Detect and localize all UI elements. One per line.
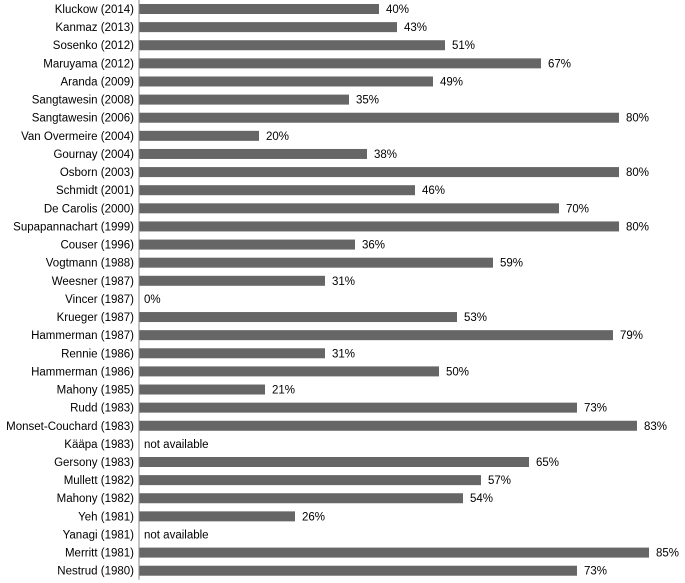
data-label: 51% [452, 40, 476, 53]
category-label: Sangtawesin (2008) [31, 94, 134, 107]
data-label: 70% [566, 203, 590, 216]
data-label: 54% [470, 493, 494, 506]
data-label: 46% [422, 185, 446, 198]
bar [139, 348, 325, 358]
data-label: 57% [488, 475, 512, 488]
bar [139, 221, 619, 231]
data-label: 53% [464, 312, 488, 325]
data-label: 31% [332, 348, 356, 361]
bar [139, 95, 349, 105]
data-label: not available [144, 529, 209, 542]
data-label: 38% [374, 148, 398, 161]
category-label: Krueger (1987) [56, 312, 134, 325]
bar [139, 511, 295, 521]
category-label: Mahony (1985) [56, 384, 134, 397]
data-label: 36% [362, 239, 386, 252]
category-label: Kluckow (2014) [54, 4, 134, 16]
category-label: Aranda (2009) [60, 76, 134, 89]
category-label: Schmidt (2001) [56, 185, 134, 198]
bar [139, 457, 529, 467]
category-label: Van Overmeire (2004) [21, 130, 134, 143]
category-label: Gournay (2004) [53, 148, 134, 161]
category-label: Weesner (1987) [51, 275, 134, 288]
category-label: Rennie (1986) [61, 348, 134, 361]
data-label: 80% [626, 221, 650, 234]
bar [139, 185, 415, 195]
bar [139, 421, 637, 431]
bar [139, 76, 433, 86]
category-label: Hammerman (1986) [31, 366, 134, 379]
category-label: Sosenko (2012) [52, 40, 134, 53]
bar [139, 548, 649, 558]
category-label: Kääpa (1983) [64, 438, 134, 451]
category-label: Yeh (1981) [78, 511, 134, 524]
bar [139, 330, 613, 340]
bar [139, 312, 457, 322]
data-label: 26% [302, 511, 326, 524]
bar [139, 131, 259, 141]
data-label: 80% [626, 112, 650, 125]
data-label: 31% [332, 275, 356, 288]
category-label: Osborn (2003) [59, 167, 134, 180]
data-label: not available [144, 438, 209, 451]
bar [139, 149, 367, 159]
data-label: 21% [272, 384, 296, 397]
category-label: Mullett (1982) [63, 475, 134, 488]
category-label: Gersony (1983) [54, 457, 134, 469]
data-label: 40% [386, 4, 410, 16]
bar [139, 403, 577, 413]
data-label: 49% [440, 76, 464, 89]
bar [139, 475, 481, 485]
category-label: Vincer (1987) [65, 293, 134, 306]
category-label: Rudd (1983) [70, 402, 134, 415]
category-label: Hammerman (1987) [31, 330, 134, 343]
bar [139, 240, 355, 250]
bars [139, 4, 649, 576]
category-label: Vogtmann (1988) [45, 257, 134, 270]
category-label: Monset-Couchard (1983) [6, 420, 134, 433]
bar [139, 40, 445, 50]
bar [139, 385, 265, 395]
bar [139, 4, 379, 14]
category-label: Sangtawesin (2006) [31, 112, 134, 125]
bar [139, 493, 463, 503]
data-label: 67% [548, 58, 572, 71]
bar [139, 276, 325, 286]
data-label: 73% [584, 402, 608, 415]
category-label: Couser (1996) [60, 239, 134, 252]
data-label: 65% [536, 457, 560, 469]
bar [139, 22, 397, 32]
data-label: 73% [584, 565, 608, 578]
category-labels [6, 4, 134, 578]
bar [139, 203, 559, 213]
data-label: 59% [500, 257, 524, 270]
data-label: 85% [656, 547, 680, 560]
data-label: 43% [404, 22, 428, 35]
bar [139, 113, 619, 123]
data-label: 80% [626, 167, 650, 180]
category-label: Mahony (1982) [56, 493, 134, 506]
bar [139, 167, 619, 177]
category-label: Merritt (1981) [64, 547, 134, 560]
bar [139, 258, 493, 268]
category-label: Nestrud (1980) [57, 565, 134, 578]
value-labels [144, 4, 679, 578]
data-label: 83% [644, 420, 668, 433]
data-label: 79% [620, 330, 644, 343]
category-label: Supapannachart (1999) [13, 221, 134, 234]
data-label: 20% [266, 130, 290, 143]
bar [139, 566, 577, 576]
data-label: 50% [446, 366, 470, 379]
bar [139, 58, 541, 68]
bar [139, 366, 439, 376]
category-label: Maruyama (2012) [43, 58, 134, 71]
data-label: 0% [144, 293, 161, 306]
data-label: 35% [356, 94, 380, 107]
category-label: Kanmaz (2013) [55, 22, 134, 35]
category-label: Yanagi (1981) [62, 529, 134, 542]
category-label: De Carolis (2000) [43, 203, 134, 216]
